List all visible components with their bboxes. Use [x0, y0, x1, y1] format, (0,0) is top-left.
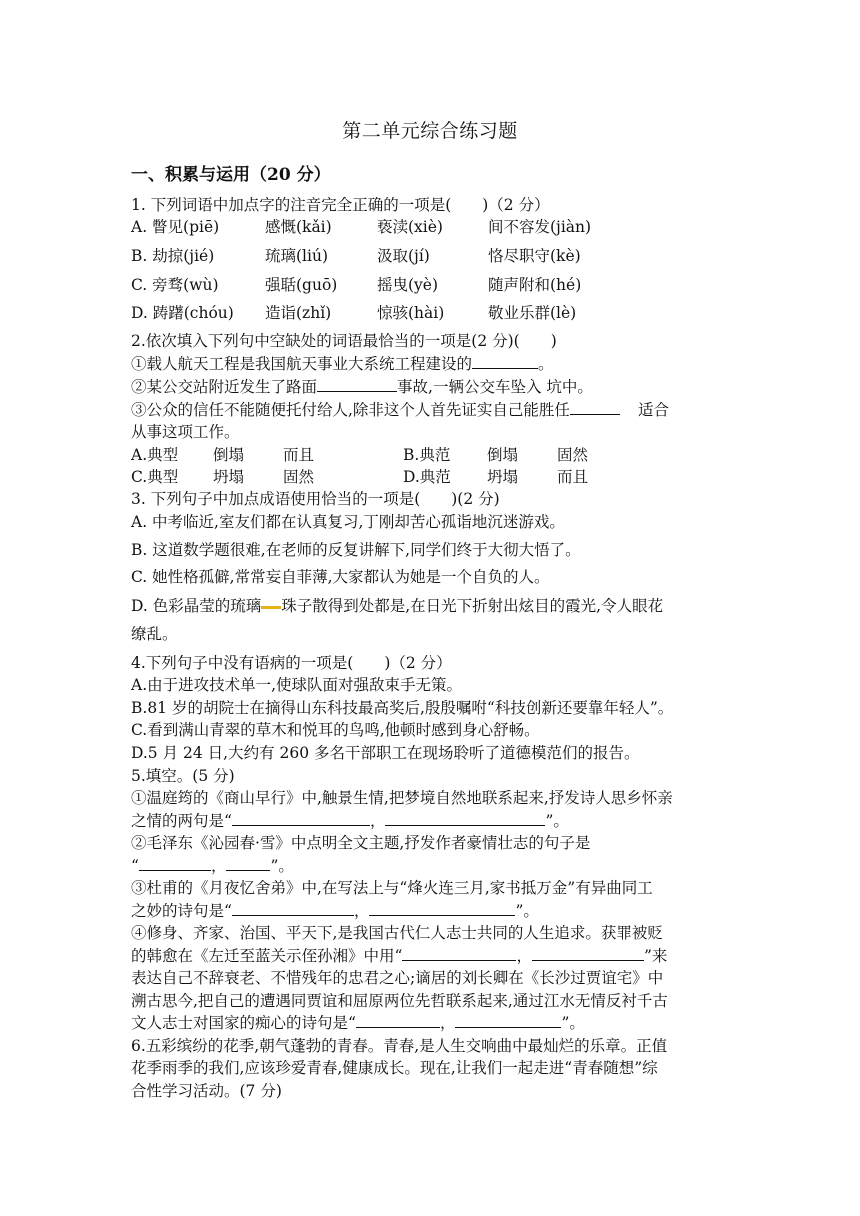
option-a-word-3: 而且 [283, 446, 315, 464]
sentence-text: ①载人航天工程是我国航天事业大系统工程建设的 [131, 355, 473, 373]
option-d-word-2: 坍塌 [487, 468, 519, 486]
answer-blank[interactable] [232, 900, 354, 916]
option-d-word-1: D.典范 [403, 468, 451, 486]
question-3-option-d [131, 595, 663, 617]
option-d-4: 敬业乐群(lè) [488, 304, 577, 322]
question-6-line-2: 花季雨季的我们,应该珍爱青春,健康成长。现在,让我们一起走进“青春随想”综 [131, 1059, 658, 1077]
option-c-word-3: 固然 [283, 468, 315, 486]
answer-blank[interactable] [139, 855, 211, 871]
option-c-word-1: C.典型 [131, 468, 179, 486]
option-a-word-2: 倒塌 [213, 446, 245, 464]
question-4-option-c: C.看到满山青翠的草木和悦耳的鸟鸣,他顿时感到身心舒畅。 [131, 721, 540, 739]
question-5-item-4-cont-3: 溯古思今,把自己的遭遇同贾谊和屈原两位先哲联系起来,通过江水无情反衬千古 [131, 992, 668, 1010]
question-2-options-ab [131, 444, 731, 466]
item-text: 文人志士对国家的痴心的诗句是“ [131, 1014, 356, 1032]
question-3-option-d-cont: 缭乱。 [131, 625, 178, 643]
option-d-3: 惊骇(hài) [377, 304, 445, 322]
answer-blank[interactable] [385, 810, 545, 826]
answer-blank[interactable] [232, 810, 370, 826]
item-text: 之情的两句是“ [131, 812, 232, 830]
question-5-item-3-cont: 之妙的诗句是“ ， ”。 [131, 902, 539, 920]
option-d-word-3: 而且 [557, 468, 589, 486]
sentence-text-cont: 适合 [637, 401, 669, 419]
answer-blank[interactable] [369, 900, 515, 916]
question-4-option-d: D.5 月 24 日,大约有 260 多名干部职工在现场聆听了道德模范们的报告。 [131, 744, 640, 762]
question-5-item-2: ②毛泽东《沁园春·雪》中点明全文主题,抒发作者豪情壮志的句子是 [131, 834, 591, 852]
option-c-3: 摇曳(yè) [377, 276, 439, 294]
option-b-word-1: B.典范 [403, 446, 451, 464]
question-4-option-b: B.81 岁的胡院士在摘得山东科技最高奖后,殷殷嘱咐“科技创新还要靠年轻人”。 [131, 699, 674, 717]
option-b-4: 恪尽职守(kè) [488, 247, 581, 265]
answer-blank[interactable] [402, 945, 516, 961]
question-5-item-4-cont-4: 文人志士对国家的痴心的诗句是“ ， ”。 [131, 1014, 585, 1032]
option-c-4: 随声附和(hé) [488, 276, 582, 294]
question-5-item-1-cont: 之情的两句是“ ， ”。 [131, 812, 569, 830]
option-d-2: 造诣(zhǐ) [265, 304, 332, 322]
sentence-text: ③公众的信任不能随便托付给人,除非这个人首先证实自己能胜任 [131, 401, 570, 419]
sentence-text-cont: 事故,一辆公交车坠入 坑中。 [397, 378, 593, 396]
question-3-option-c: C. 她性格孤僻,常常妄自菲薄,大家都认为她是一个自负的人。 [131, 568, 550, 586]
option-b-word-3: 固然 [557, 446, 589, 464]
question-1-row-c [131, 274, 731, 296]
option-a-1: A. 瞥见(piē) [131, 218, 220, 236]
question-2-sentence-3 [131, 399, 669, 421]
answer-blank[interactable] [532, 945, 644, 961]
option-b-3: 汲取(jí) [377, 247, 430, 265]
question-1-row-a [131, 216, 731, 238]
page-title: 第二单元综合练习题 [342, 120, 518, 142]
option-d-1: D. 踌躇(chóu) [131, 304, 234, 322]
option-text-cont: 珠子散得到处都是,在日光下折射出炫目的霞光,令人眼花 [281, 597, 664, 615]
option-a-4: 间不容发(jiàn) [488, 218, 592, 236]
option-b-2: 琉璃(liú) [265, 247, 328, 265]
question-5-item-2-cont: “ ， ”。 [131, 857, 294, 875]
question-4-option-a: A.由于进攻技术单一,使球队面对强敌束手无策。 [131, 676, 463, 694]
question-2-sentence-2 [131, 376, 593, 398]
question-1-row-d [131, 302, 731, 324]
answer-blank[interactable] [472, 353, 538, 369]
item-text: 之妙的诗句是“ [131, 902, 232, 920]
question-3-option-b: B. 这道数学题很难,在老师的反复讲解下,同学们终于大彻大悟了。 [131, 541, 581, 559]
question-3-stem: 3. 下列句子中加点成语使用恰当的一项是( )(2 分) [131, 490, 500, 508]
question-2-options-cd [131, 466, 731, 488]
question-5-item-4-cont-1: 的韩愈在《左迁至蓝关示侄孙湘》中用“ ， ”来 [131, 947, 668, 965]
question-2-stem: 2.依次填入下列句中空缺处的词语最恰当的一项是(2 分)( ) [131, 332, 557, 350]
answer-blank[interactable] [570, 399, 620, 415]
option-a-word-1: A.典型 [131, 446, 179, 464]
option-a-3: 亵渎(xiè) [377, 218, 443, 236]
highlight-mark [261, 606, 281, 609]
question-2-sentence-3-cont: 从事这项工作。 [131, 423, 240, 441]
answer-blank[interactable] [356, 1012, 440, 1028]
question-5-item-3: ③杜甫的《月夜忆舍弟》中,在写法上与“烽火连三月,家书抵万金”有异曲同工 [131, 879, 653, 897]
option-a-2: 感慨(kǎi) [265, 218, 332, 236]
option-b-1: B. 劫掠(jié) [131, 247, 215, 265]
question-5-item-1: ①温庭筠的《商山早行》中,触景生情,把梦境自然地联系起来,抒发诗人思乡怀亲 [131, 789, 673, 807]
option-c-1: C. 旁骛(wù) [131, 276, 219, 294]
question-3-option-a: A. 中考临近,室友们都在认真复习,丁刚却苦心孤诣地沉迷游戏。 [131, 513, 565, 531]
option-c-2: 强聒(guō) [265, 276, 338, 294]
question-1-stem: 1. 下列词语中加点字的注音完全正确的一项是( )（2 分） [131, 196, 550, 214]
option-c-word-2: 坍塌 [213, 468, 245, 486]
question-2-sentence-1 [131, 353, 554, 375]
sentence-end: 。 [538, 355, 554, 373]
question-6-line-1: 6.五彩缤纷的花季,朝气蓬勃的青春。青春,是人生交响曲中最灿烂的乐章。正值 [131, 1037, 668, 1055]
question-1-row-b [131, 245, 731, 267]
answer-blank[interactable] [317, 376, 397, 392]
question-4-stem: 4.下列句子中没有语病的一项是( )（2 分） [131, 654, 452, 672]
question-5-item-4: ④修身、齐家、治国、平天下,是我国古代仁人志士共同的人生追求。获罪被贬 [131, 924, 663, 942]
question-5-stem: 5.填空。(5 分) [131, 767, 235, 785]
answer-blank[interactable] [226, 855, 270, 871]
answer-blank[interactable] [455, 1012, 561, 1028]
section-heading: 一、积累与运用（20 分） [131, 165, 331, 185]
item-text: 的韩愈在《左迁至蓝关示侄孙湘》中用“ [131, 947, 403, 965]
question-6-line-3: 合性学习活动。(7 分) [131, 1082, 282, 1100]
option-text: D. 色彩晶莹的琉璃 [131, 597, 262, 615]
option-b-word-2: 倒塌 [487, 446, 519, 464]
question-5-item-4-cont-2: 表达自己不辞衰老、不惜残年的忠君之心;谪居的刘长卿在《长沙过贾谊宅》中 [131, 969, 664, 987]
sentence-text: ②某公交站附近发生了路面 [131, 378, 318, 396]
